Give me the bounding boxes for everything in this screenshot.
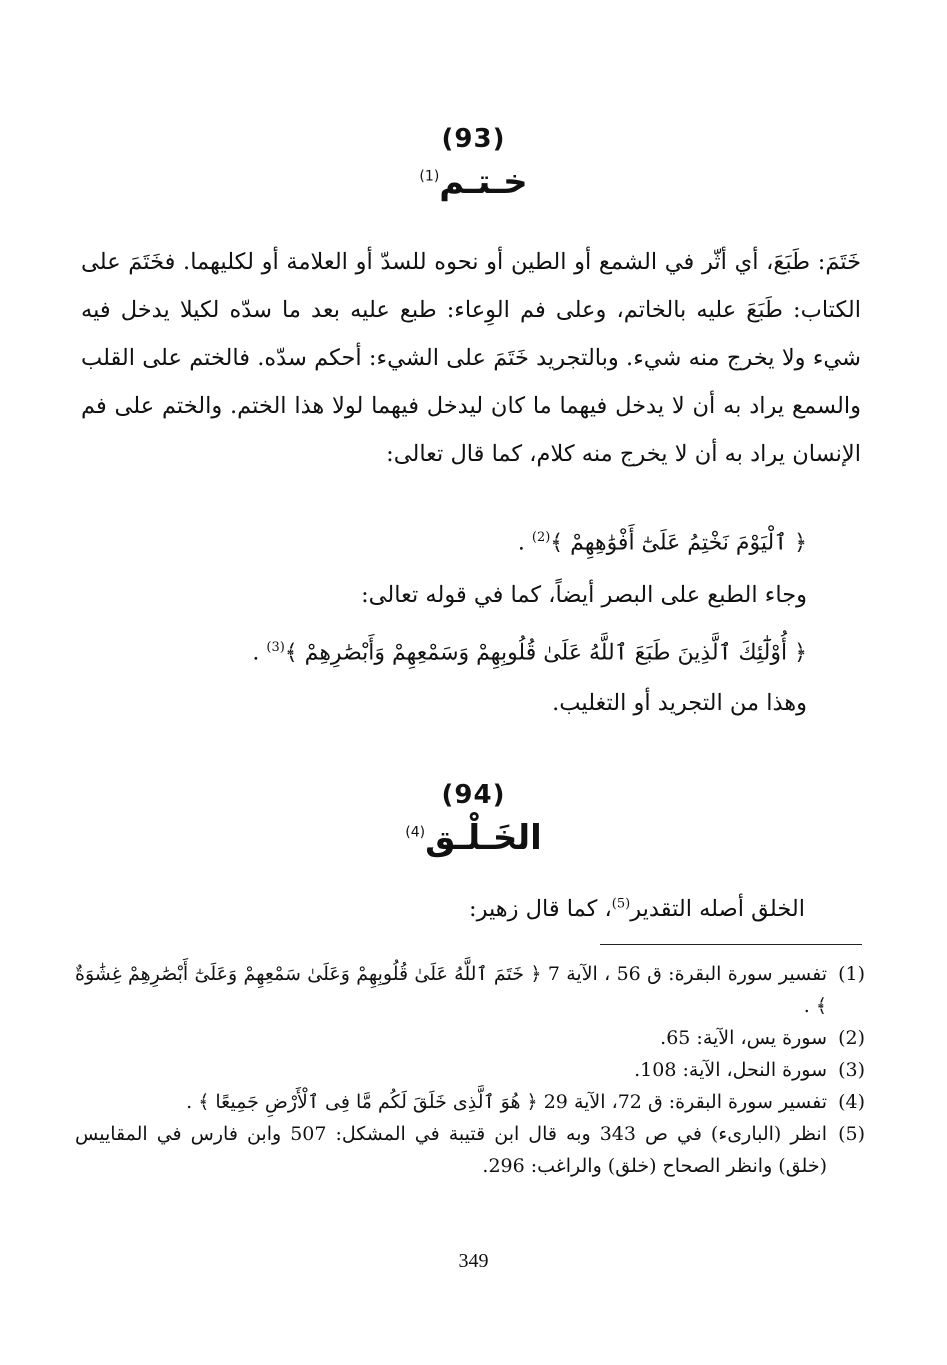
entry-number-94: (94)	[441, 780, 506, 810]
footnote-text: سورة يس، الآية: 65.	[660, 1027, 827, 1049]
quran-verse-2	[87, 628, 807, 673]
footnote-4	[75, 1086, 865, 1118]
verse-text: ﴿ ٱلْيَوْمَ نَخْتِمُ عَلَىٰٓ أَفْوَٰهِهِمْ ﴾	[550, 530, 807, 556]
line-text: الخلق أصله التقدير	[630, 896, 805, 922]
verse-end: .	[252, 640, 260, 666]
entry-title-text: خـتـم	[439, 162, 528, 202]
quran-verse-1	[87, 518, 807, 563]
verse-text: ﴿ أُوْلَٰٓئِكَ ٱلَّذِينَ طَبَعَ ٱللَّهُ عَلَىٰ قُلُوبِهِمْ وَسَمْعِهِمْ وَأَبْصَٰرِهِمْ ﴾	[284, 640, 807, 666]
footnote-2	[75, 1022, 865, 1054]
entry-94-first-line	[85, 896, 805, 922]
footnote-number: (2)	[838, 1027, 865, 1049]
text-line-2: وجاء الطبع على البصر أيضاً، كما في قوله تعالى:	[361, 582, 807, 608]
entry-93-body	[81, 238, 861, 478]
footnote-1	[75, 958, 865, 1022]
footnote-text: تفسير سورة البقرة: ق 72، الآية 29 ﴿ هُوَ ٱلَّذِى خَلَقَ لَكُم مَّا فِى ٱلْأَرْضِ جَمِيعًا ﴾ .	[186, 1091, 827, 1113]
entry-number-93: (93)	[441, 124, 506, 154]
footnote-ref-1: (1)	[419, 168, 440, 185]
entry-title-94	[0, 818, 947, 858]
footnote-number: (1)	[838, 963, 865, 985]
footnote-number: (5)	[838, 1123, 865, 1145]
footnote-5	[75, 1118, 865, 1182]
footnote-3	[75, 1054, 865, 1086]
footnote-ref-3: (3)	[266, 640, 285, 655]
definition-paragraph: خَتَمَ: طَبَعَ، أي أثّر في الشمع أو الطين أو نحوه للسدّ أو العلامة أو لكليهما. فخَتَمَ على الكتاب: طَبَعَ عليه بالخاتم، وعلى فم الوِعاء: طبع عليه بعد ما سدّه لكيلا يدخل فيه شيء ولا يخرج منه شيء. وبالتجريد خَتَمَ على الشيء: أحكم سدّه. فالختم على القلب والسمع يراد به أن لا يدخل فيهما ما كان ليدخل فيهما لولا هذا الختم. والختم على فم الإنسان يراد به أن لا يخرج منه كلام، كما قال تعالى:	[81, 249, 861, 467]
line-text-end: ، كما قال زهير:	[468, 896, 612, 922]
footnote-divider	[600, 944, 862, 945]
footnotes	[75, 958, 865, 1182]
footnote-text: تفسير سورة البقرة: ق 56 ، الآية 7 ﴿ خَتَمَ ٱللَّهُ عَلَىٰ قُلُوبِهِمْ وَعَلَىٰ سَمْعِهِمْ وَعَلَىٰٓ أَبْصَٰرِهِمْ غِشَٰوَةٌ ﴾ .	[75, 963, 827, 1017]
text-line-3: وهذا من التجريد أو التغليب.	[552, 690, 807, 716]
footnote-ref-2: (2)	[531, 530, 551, 545]
entry-title-93	[0, 162, 947, 202]
verse-end: .	[517, 530, 525, 556]
entry-title-text: الخَـلْـق	[425, 818, 542, 858]
footnote-number: (4)	[838, 1091, 865, 1113]
page-number: 349	[458, 1250, 489, 1272]
footnote-text: سورة النحل، الآية: 108.	[634, 1059, 827, 1081]
footnote-ref-4: (4)	[405, 824, 426, 841]
footnote-number: (3)	[838, 1059, 865, 1081]
footnote-text: انظر (البارىء) في ص 343 وبه قال ابن قتيبة في المشكل: 507 وابن فارس في المقاييس (خلق) وانظر الصحاح (خلق) والراغب: 296.	[75, 1123, 827, 1177]
footnote-ref-5: (5)	[611, 896, 631, 912]
